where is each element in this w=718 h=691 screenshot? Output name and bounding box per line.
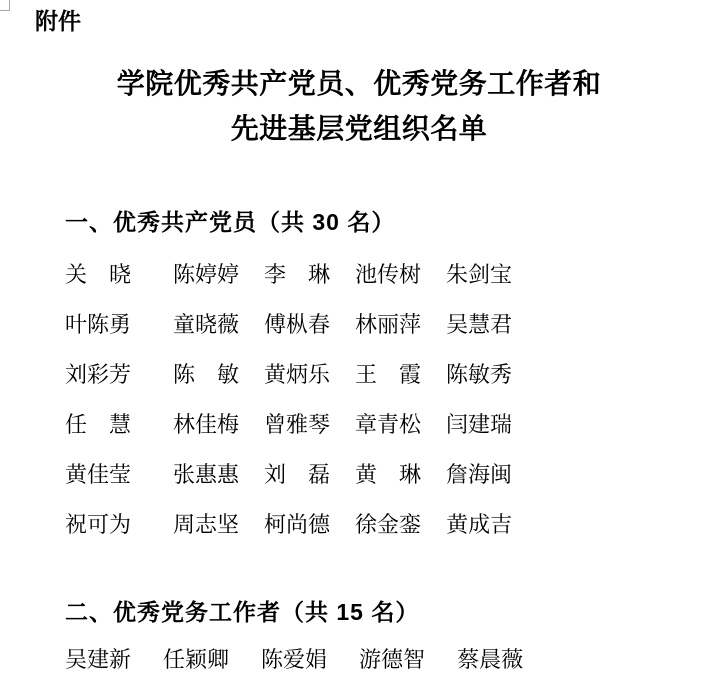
- member-name: 陈婷婷: [173, 262, 240, 287]
- member-name: 曾雅琴: [264, 412, 331, 437]
- member-name: 傅枞春: [264, 312, 331, 337]
- member-name: 闫建瑞: [446, 412, 513, 437]
- member-name: 张惠惠: [173, 462, 240, 487]
- document-title: [0, 62, 718, 152]
- member-name: 池传树: [355, 262, 422, 287]
- member-name: 黄炳乐: [264, 362, 331, 387]
- member-name: 祝可为: [65, 512, 132, 537]
- member-name: 黄成吉: [446, 512, 513, 537]
- member-name: 刘 磊: [264, 462, 331, 487]
- member-name: 黄佳莹: [65, 462, 132, 487]
- member-name: 吴建新: [65, 647, 132, 672]
- attachment-label: 附件: [35, 8, 81, 34]
- name-row: [65, 350, 512, 400]
- corner-mark-horizontal-line: [0, 10, 10, 11]
- member-name: 关 晓: [65, 262, 131, 287]
- member-name: 黄 琳: [355, 462, 422, 487]
- member-name: 林丽萍: [355, 312, 422, 337]
- member-name: 周志坚: [173, 512, 240, 537]
- name-list: [65, 635, 523, 685]
- member-name: 陈 敏: [173, 362, 240, 387]
- member-name: 朱剑宝: [446, 262, 513, 287]
- member-name: 任 慧: [65, 412, 131, 437]
- section-outstanding-party-members: [65, 206, 512, 550]
- name-row: [65, 250, 512, 300]
- member-name: 章青松: [355, 412, 422, 437]
- member-name: 吴慧君: [446, 312, 513, 337]
- member-name: 李 琳: [264, 262, 331, 287]
- name-list: [65, 250, 512, 550]
- member-name: 陈敏秀: [446, 362, 513, 387]
- member-name: 童晓薇: [173, 312, 240, 337]
- member-name: 柯尚德: [264, 512, 331, 537]
- member-name: 叶陈勇: [65, 312, 132, 337]
- name-row: [65, 400, 512, 450]
- member-name: 任颖卿: [163, 647, 230, 672]
- name-row: [65, 635, 523, 685]
- member-name: 陈爱娟: [261, 647, 328, 672]
- member-name: 徐金銮: [355, 512, 422, 537]
- section-heading: 一、优秀共产党员（共 30 名）: [65, 209, 396, 235]
- member-name: 林佳梅: [173, 412, 240, 437]
- name-row: [65, 500, 512, 550]
- section-heading: 二、优秀党务工作者（共 15 名）: [65, 599, 420, 625]
- member-name: 刘彩芳: [65, 362, 132, 387]
- name-row: [65, 300, 512, 350]
- member-name: 游德智: [359, 647, 426, 672]
- name-row: [65, 450, 512, 500]
- member-name: 詹海闽: [446, 462, 513, 487]
- document-title-line1: 学院优秀共产党员、优秀党务工作者和: [116, 69, 602, 100]
- document-title-line2: 先进基层党组织名单: [230, 114, 488, 145]
- section-outstanding-party-affairs-workers: [65, 596, 523, 685]
- member-name: 蔡晨薇: [457, 647, 524, 672]
- member-name: 王 霞: [355, 362, 422, 387]
